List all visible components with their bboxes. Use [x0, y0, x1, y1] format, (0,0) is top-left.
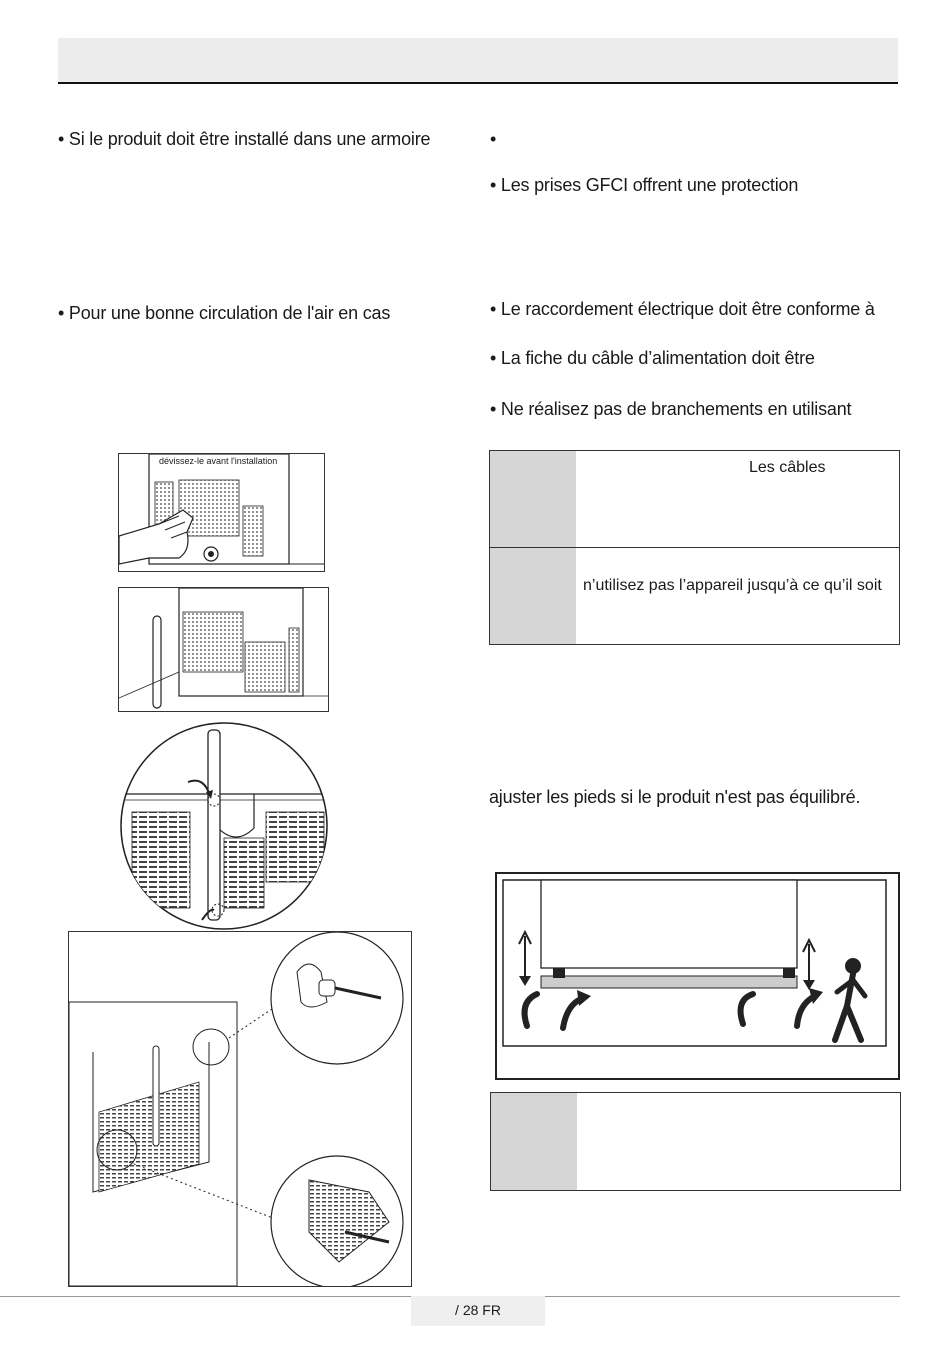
bullet-fiche: • La fiche du câble d’alimentation doit être	[490, 348, 815, 368]
figure-circle-detail	[118, 720, 330, 932]
note-box-feet	[490, 1092, 901, 1191]
page-number: / 28 FR	[411, 1296, 545, 1326]
figure-unscrew-caption: dévissez-le avant l'installation	[159, 456, 278, 466]
note-appareil-text: n’utilisez pas l’appareil jusqu’à ce qu’il soit	[583, 577, 882, 594]
bullet-armoire: • Si le produit doit être installé dans une armoire	[58, 129, 431, 149]
bullet-gfci: • Les prises GFCI offrent une protection	[490, 175, 799, 195]
figure-fridge-feet	[495, 872, 900, 1080]
figure-unscrew	[118, 453, 325, 572]
figure-rear-tube	[118, 587, 329, 712]
note-box-warnings	[489, 450, 900, 645]
feet-adjust-text: ajuster les pieds si le produit n'est pas équilibré.	[489, 787, 861, 807]
bullet-empty: •	[490, 129, 497, 149]
figure-assembly	[68, 931, 412, 1287]
note-box-feet-side-bar	[491, 1093, 577, 1190]
figure-fridge-feet-drawing	[497, 874, 898, 1078]
bullet-raccordement: • Le raccordement électrique doit être conforme à	[490, 299, 875, 319]
bullet-circulation-air: • Pour une bonne circulation de l'air en cas	[58, 303, 391, 323]
figure-unscrew-drawing	[119, 454, 324, 571]
figure-rear-tube-drawing	[119, 588, 328, 711]
note-cables-text: Les câbles	[749, 459, 826, 476]
bullet-branchements: • Ne réalisez pas de branchements en utilisant	[490, 399, 852, 419]
figure-assembly-drawing	[69, 932, 411, 1286]
note-box-divider	[490, 547, 899, 548]
header-band	[58, 38, 898, 84]
